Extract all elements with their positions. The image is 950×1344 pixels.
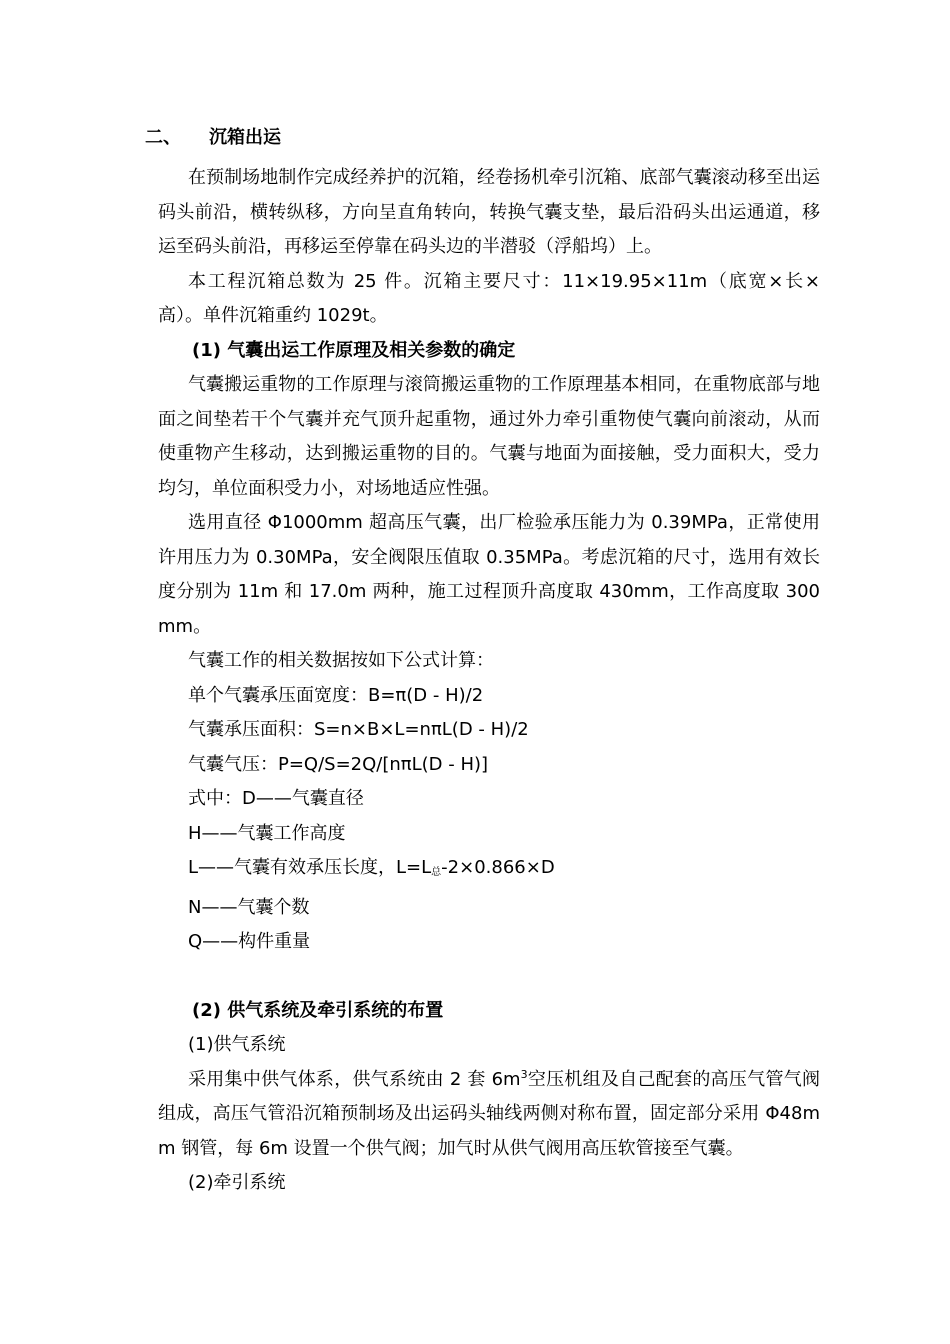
document-body (158, 161, 820, 1201)
paragraph-caisson-count: 本工程沉箱总数为 25 件。沉箱主要尺寸：11×19.95×11m（底宽×长×高）。单件沉箱重约 1029t。 (158, 270, 820, 326)
definition-h: H——气囊工作高度 (188, 822, 346, 844)
definition-d: 式中：D——气囊直径 (188, 788, 364, 809)
subheading-supply-system: (2) 供气系统及牵引系统的布置 (192, 999, 444, 1021)
spacer (158, 960, 820, 994)
formula-area: 气囊承压面积：S=n×B×L=nπL(D - H)/2 (188, 719, 529, 740)
section-title: 沉箱出运 (209, 127, 281, 148)
subheading-airbag-principle: (1) 气囊出运工作原理及相关参数的确定 (192, 339, 516, 361)
formula-pressure: 气囊气压：P=Q/S=2Q/[nπL(D - H)] (188, 753, 489, 775)
item-air-supply: (1)供气系统 (188, 1034, 286, 1055)
section-heading (145, 124, 281, 152)
definition-q: Q——构件重量 (188, 931, 311, 952)
definition-n: N——气囊个数 (188, 896, 310, 918)
paragraph-air-supply: 采用集中供气体系，供气系统由 2 套 $6m^3$空压机组及自己配套的高压气管气阀组成，高压气管沿沉箱预制场及出运码头轴线两侧对称布置，固定部分采用 Φ48mm 钢管，每 6m 设置一个供气阀；加气时从供气阀用高压软管接至气囊。 (158, 1067, 820, 1159)
paragraph-intro: 在预制场地制作完成经养护的沉箱，经卷扬机牵引沉箱、底部气囊滚动移至出运码头前沿，横转纵移，方向呈直角转向，转换气囊支垫，最后沿码头出运通道，移运至码头前沿，再移运至停靠在码头边的半潜驳（浮船坞）上。 (158, 167, 820, 257)
section-number: 二、 (145, 127, 181, 148)
paragraph-airbag-spec: 选用直径 Φ1000mm 超高压气囊，出厂检验承压能力为 0.39MPa，正常使用许用压力为 0.30MPa，安全阀限压值取 0.35MPa。考虑沉箱的尺寸，选用有效长度分别为 11m 和 17.0m 两种，施工过程顶升高度取 430mm，工作高度取 300mm。 (158, 512, 820, 637)
formula-intro: 气囊工作的相关数据按如下公式计算： (188, 650, 494, 671)
formula-width: 单个气囊承压面宽度：B=π(D - H)/2 (188, 684, 484, 706)
paragraph-airbag-principle: 气囊搬运重物的工作原理与滚筒搬运重物的工作原理基本相同，在重物底部与地面之间垫若干个气囊并充气顶升起重物，通过外力牵引重物使气囊向前滚动，从而使重物产生移动，达到搬运重物的目的。气囊与地面为面接触，受力面积大，受力均匀，单位面积受力小，对场地适应性强。 (158, 374, 820, 499)
definition-l: L——气囊有效承压长度，$L=L_总-2\times 0.866\times D$ (188, 857, 555, 878)
item-traction: (2)牵引系统 (188, 1172, 286, 1193)
